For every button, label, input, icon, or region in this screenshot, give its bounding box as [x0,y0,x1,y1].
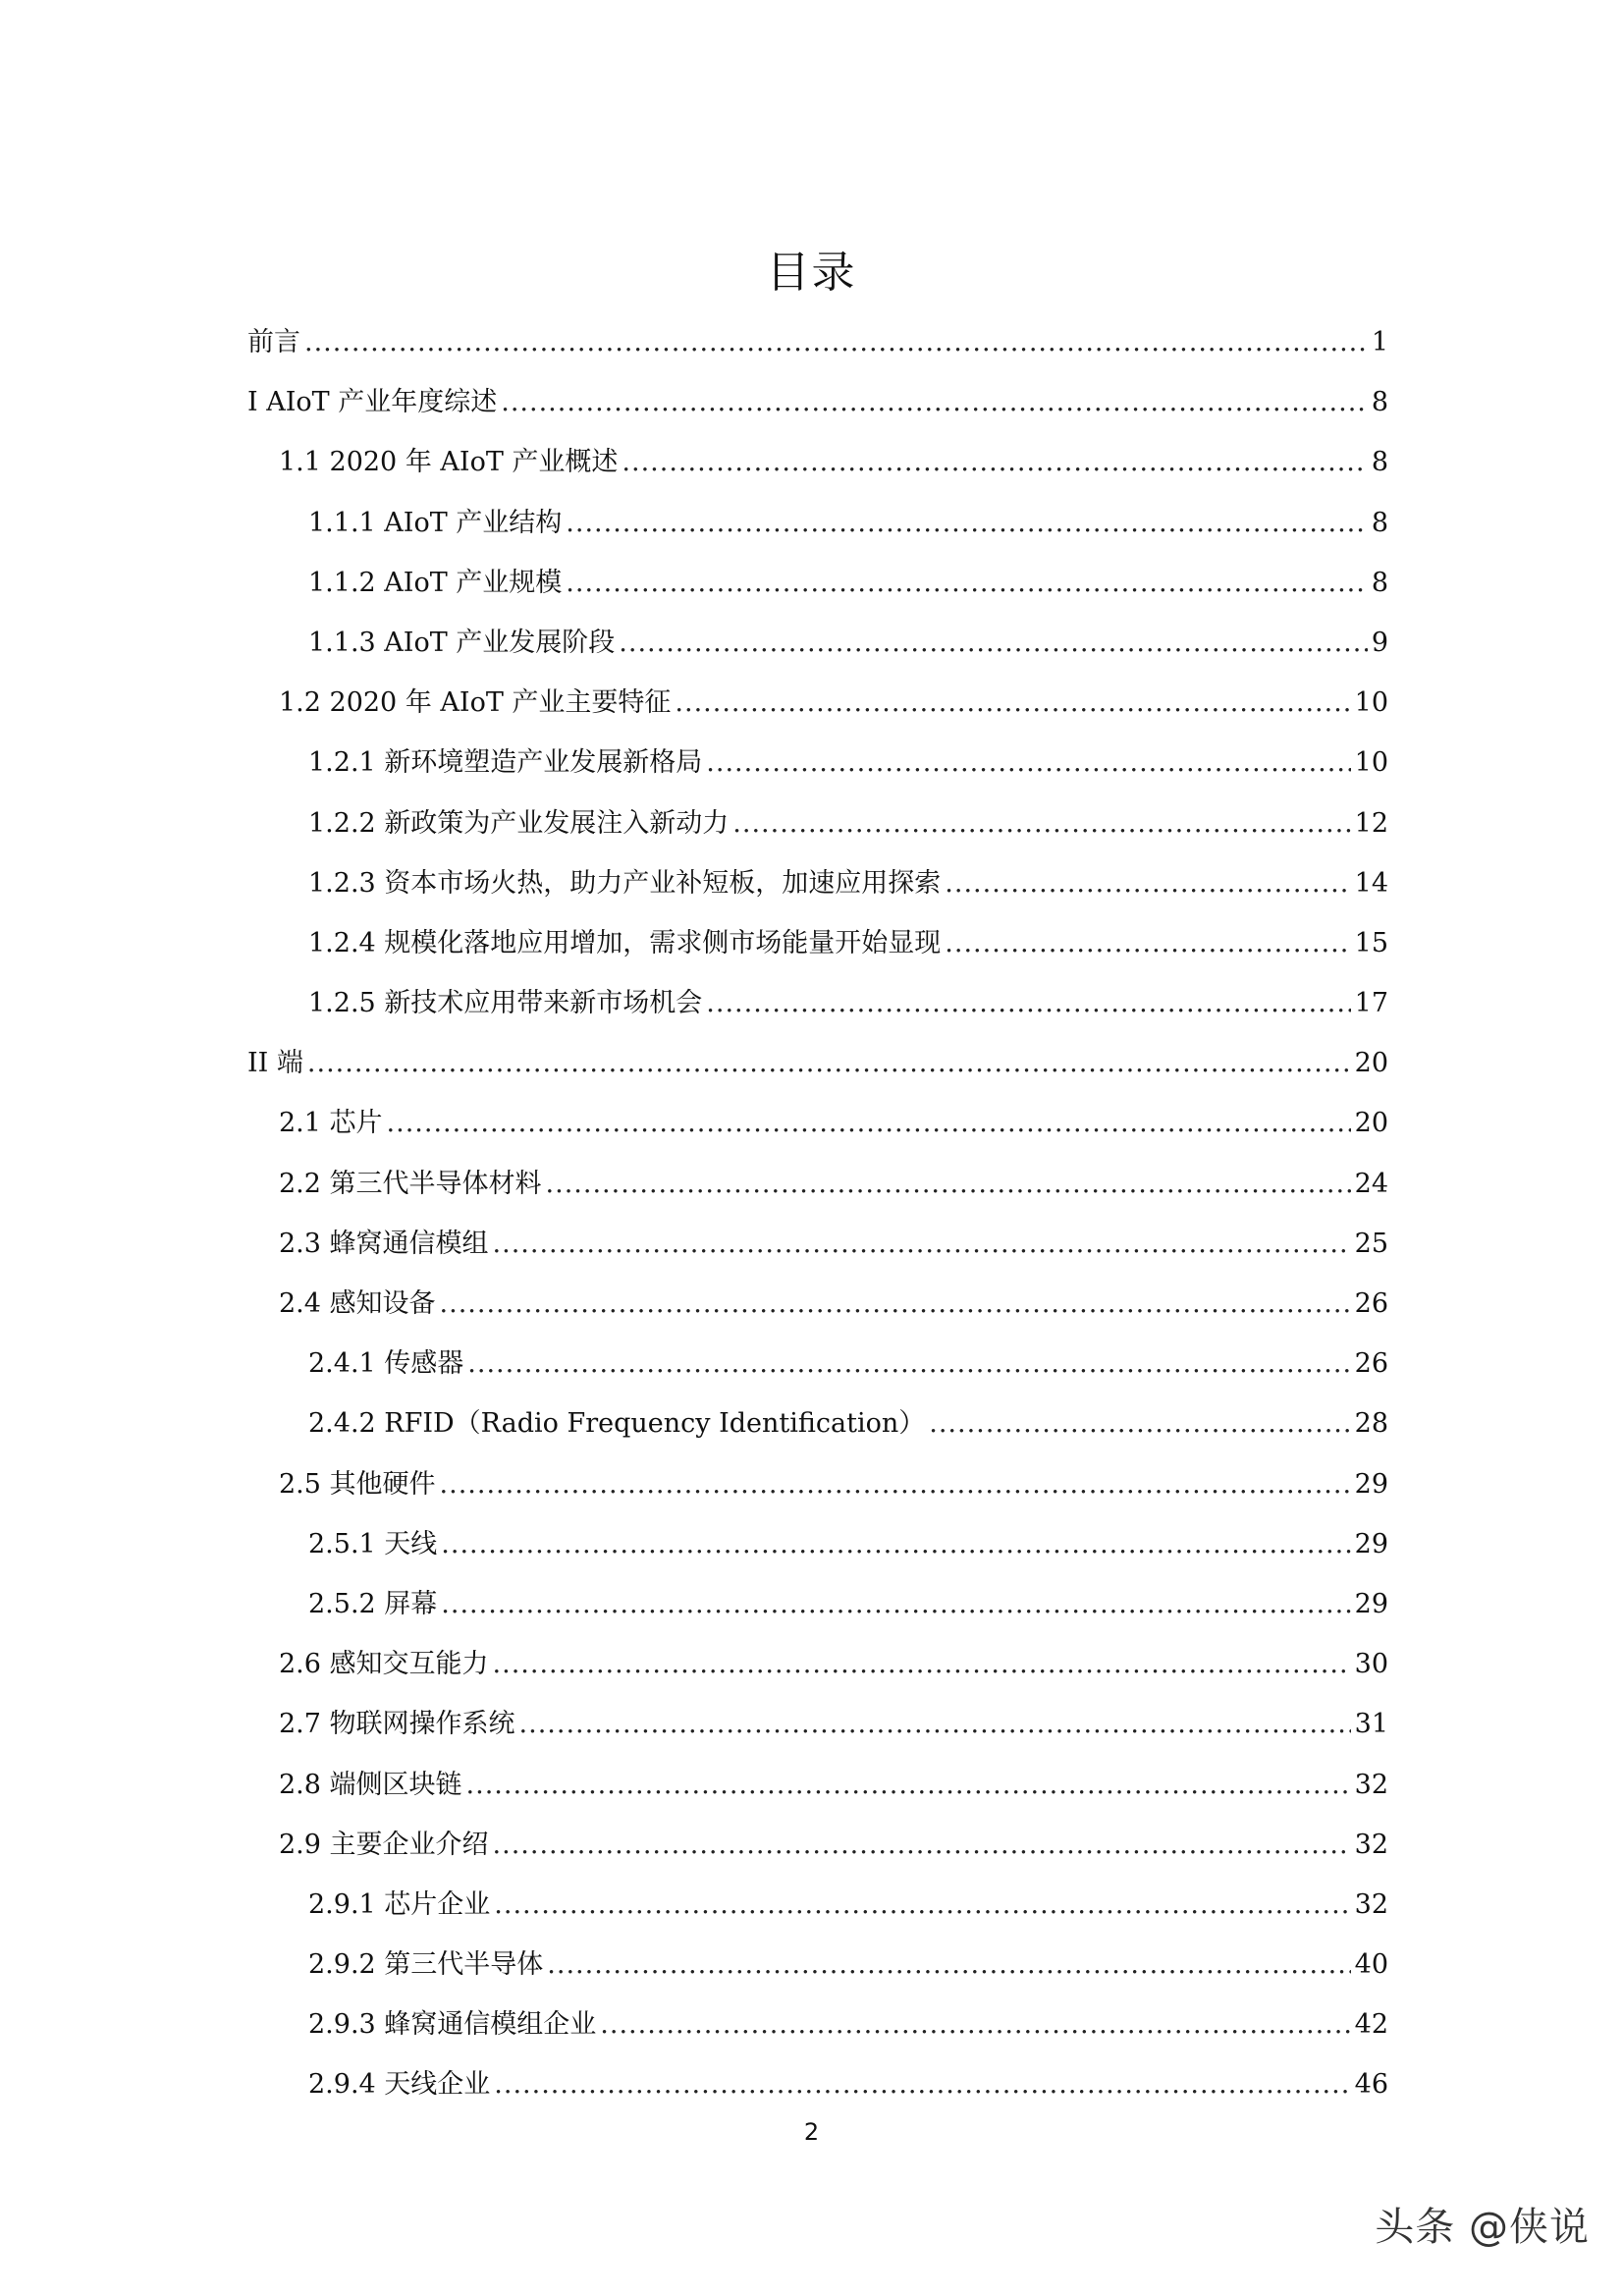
toc-leader-dots [945,913,1350,973]
toc-leader-dots [566,553,1368,613]
toc-entry-page: 29 [1354,1528,1388,1559]
toc-entry-label: 2.9.1 芯片企业 [308,1888,491,1920]
toc-leader-dots [622,432,1367,492]
toc-leader-dots [619,613,1368,673]
toc-entry[interactable] [247,432,1388,492]
toc-leader-dots [304,312,1368,372]
toc-leader-dots [387,1093,1351,1153]
toc-entry[interactable] [247,1454,1388,1514]
toc-leader-dots [441,1574,1350,1634]
toc-list [247,312,1388,2115]
toc-entry-page: 20 [1354,1108,1388,1139]
toc-title: 目录 [766,247,857,298]
toc-leader-dots [307,1033,1351,1093]
toc-entry-page: 29 [1354,1468,1388,1500]
toc-leader-dots [706,973,1350,1033]
toc-entry-page: 30 [1354,1649,1388,1680]
toc-leader-dots [945,853,1350,913]
toc-entry-label: 1.1.3 AIoT 产业发展阶段 [308,627,616,658]
toc-leader-dots [675,673,1350,733]
toc-leader-dots [706,733,1350,793]
toc-entry[interactable] [247,1755,1388,1815]
toc-entry-label: 2.9.2 第三代半导体 [308,1949,544,1981]
toc-entry[interactable] [247,1274,1388,1334]
toc-entry[interactable] [247,1334,1388,1394]
toc-entry[interactable] [247,1815,1388,1875]
toc-leader-dots [466,1755,1351,1815]
toc-entry[interactable] [247,553,1388,613]
toc-entry-page: 9 [1371,627,1388,658]
toc-leader-dots [546,1154,1351,1214]
toc-entry-page: 26 [1354,1288,1388,1319]
toc-leader-dots [493,1815,1351,1875]
toc-entry[interactable] [247,1394,1388,1453]
toc-entry-label: 2.9 主要企业介绍 [279,1829,489,1860]
toc-leader-dots [547,1935,1350,1995]
toc-entry-label: 2.2 第三代半导体材料 [279,1168,542,1199]
toc-entry-page: 20 [1354,1048,1388,1079]
toc-entry[interactable] [247,2054,1388,2114]
toc-entry-page: 26 [1354,1348,1388,1380]
toc-entry-label: 1.2.1 新环境塑造产业发展新格局 [308,747,703,779]
toc-entry[interactable] [247,372,1388,432]
toc-entry[interactable] [247,1935,1388,1995]
toc-leader-dots [600,1995,1350,2054]
toc-leader-dots [494,1875,1350,1935]
toc-entry-page: 1 [1371,327,1388,357]
toc-entry-label: 前言 [247,327,300,357]
toc-entry-page: 24 [1354,1168,1388,1199]
toc-entry-page: 31 [1354,1709,1388,1740]
toc-leader-dots [501,372,1368,432]
toc-entry-label: 1.2.5 新技术应用带来新市场机会 [308,988,703,1019]
toc-entry-page: 28 [1354,1408,1388,1440]
page-number: 2 [803,2118,820,2146]
toc-leader-dots [441,1514,1350,1574]
toc-entry-page: 32 [1354,1888,1388,1920]
toc-entry-page: 8 [1371,447,1388,478]
toc-entry-label: 2.4 感知设备 [279,1288,436,1319]
toc-leader-dots [440,1274,1351,1334]
toc-entry-page: 14 [1354,867,1388,899]
toc-entry[interactable] [247,673,1388,733]
toc-entry[interactable] [247,613,1388,673]
toc-entry-page: 17 [1354,988,1388,1019]
toc-entry[interactable] [247,312,1388,372]
toc-entry[interactable] [247,1634,1388,1694]
toc-entry-page: 10 [1354,747,1388,779]
toc-entry-page: 40 [1354,1949,1388,1981]
toc-leader-dots [566,493,1368,553]
toc-leader-dots [929,1394,1350,1453]
toc-entry[interactable] [247,1093,1388,1153]
toc-entry[interactable] [247,793,1388,853]
toc-entry-page: 10 [1354,687,1388,719]
toc-entry-label: 2.3 蜂窝通信模组 [279,1228,489,1259]
toc-leader-dots [493,1634,1351,1694]
toc-entry[interactable] [247,1154,1388,1214]
toc-entry-label: 1.1.2 AIoT 产业规模 [308,567,563,598]
toc-entry-label: 2.4.2 RFID（Radio Frequency Identification） [308,1408,926,1440]
toc-entry[interactable] [247,913,1388,973]
toc-entry-label: 2.6 感知交互能力 [279,1649,489,1680]
toc-entry-page: 12 [1354,807,1388,839]
watermark-text: 头条 @侠说 [1375,2205,1590,2250]
toc-entry-label: 2.1 芯片 [279,1108,383,1139]
toc-leader-dots [519,1694,1351,1754]
toc-entry-label: 1.1 2020 年 AIoT 产业概述 [279,447,619,478]
toc-entry-label: 1.2 2020 年 AIoT 产业主要特征 [279,687,672,719]
toc-entry-page: 42 [1354,2009,1388,2041]
toc-entry-label: 1.2.3 资本市场火热，助力产业补短板，加速应用探索 [308,867,942,899]
toc-entry-label: 2.7 物联网操作系统 [279,1709,515,1740]
toc-entry[interactable] [247,733,1388,793]
toc-leader-dots [467,1334,1350,1394]
toc-entry-page: 32 [1354,1769,1388,1800]
toc-entry-label: 2.8 端侧区块链 [279,1769,462,1800]
toc-entry-page: 8 [1371,387,1388,418]
toc-entry[interactable] [247,973,1388,1033]
toc-leader-dots [732,793,1350,853]
toc-entry-page: 15 [1354,927,1388,958]
toc-leader-dots [493,1214,1351,1274]
toc-entry[interactable] [247,1875,1388,1935]
toc-entry-label: 2.4.1 传感器 [308,1348,464,1380]
toc-entry-label: 2.5.2 屏幕 [308,1588,438,1619]
toc-entry[interactable] [247,1694,1388,1754]
toc-entry[interactable] [247,1574,1388,1634]
toc-entry-page: 32 [1354,1829,1388,1860]
toc-entry-page: 29 [1354,1588,1388,1619]
toc-entry-label: II 端 [247,1048,303,1079]
toc-entry-label: 1.1.1 AIoT 产业结构 [308,507,563,538]
toc-entry-label: 2.5 其他硬件 [279,1468,436,1500]
toc-entry-label: 2.9.3 蜂窝通信模组企业 [308,2009,597,2041]
toc-entry[interactable] [247,493,1388,553]
toc-entry-label: 1.2.2 新政策为产业发展注入新动力 [308,807,730,839]
toc-entry[interactable] [247,853,1388,913]
toc-entry[interactable] [247,1033,1388,1093]
toc-leader-dots [494,2054,1350,2114]
toc-entry-page: 8 [1371,567,1388,598]
toc-entry-label: 2.9.4 天线企业 [308,2069,491,2101]
toc-entry[interactable] [247,1214,1388,1274]
toc-entry-page: 46 [1354,2069,1388,2101]
toc-entry-label: I AIoT 产业年度综述 [247,387,498,418]
toc-entry-label: 1.2.4 规模化落地应用增加，需求侧市场能量开始显现 [308,927,942,958]
toc-entry-label: 2.5.1 天线 [308,1528,438,1559]
toc-entry-page: 25 [1354,1228,1388,1259]
toc-leader-dots [440,1454,1351,1514]
toc-entry[interactable] [247,1995,1388,2054]
toc-entry-page: 8 [1371,507,1388,538]
toc-entry[interactable] [247,1514,1388,1574]
